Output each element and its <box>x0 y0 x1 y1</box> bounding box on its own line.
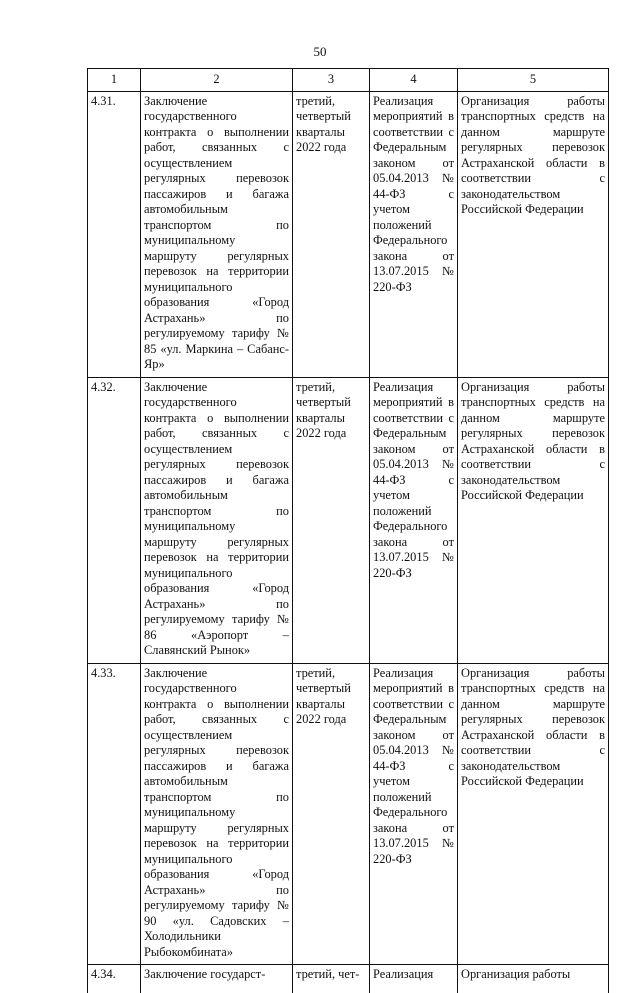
table-row <box>88 377 609 663</box>
expected-result: Организация работы транспортных средств на данном маршруте регулярных перевозок Астраханской области в соответствии с законодательством Российской Федерации <box>458 91 609 377</box>
table-header-row <box>88 69 609 92</box>
measure-description: Заключение государственного контракта о выполнении работ, связанных с осуществлением регулярных перевозок пассажиров и багажа автомобильным транспортом по муниципальному маршруту регулярных перевозок на территории муниципального образования «Город Астрахань» по регулируемому тарифу № 90 «ул. Садовских – Холодильники Рыбокомбината» <box>141 663 293 965</box>
column-header-4: 4 <box>370 69 458 92</box>
expected-result: Организация работы транспортных средств на данном маршруте регулярных перевозок Астраханской области в соответствии с законодательством Российской Федерации <box>458 377 609 663</box>
column-header-2: 2 <box>141 69 293 92</box>
measure-description: Заключение государственного контракта о выполнении работ, связанных с осуществлением регулярных перевозок пассажиров и багажа автомобильным транспортом по муниципальному маршруту регулярных перевозок на территории муниципального образования «Город Астрахань» по регулируемому тарифу № 85 «ул. Маркина – Сабанс-Яр» <box>141 91 293 377</box>
table-row <box>88 965 609 993</box>
deadline: третий, четвертый кварталы 2022 года <box>293 91 370 377</box>
measure-description: Заключение государственного контракта о выполнении работ, связанных с осуществлением регулярных перевозок пассажиров и багажа автомобильным транспортом по муниципальному маршруту регулярных перевозок на территории муниципального образования «Город Астрахань» по регулируемому тарифу № 86 «Аэропорт – Славянский Рынок» <box>141 377 293 663</box>
deadline: третий, четвертый кварталы 2022 года <box>293 377 370 663</box>
expected-result: Организация работы <box>458 965 609 993</box>
row-number: 4.32. <box>88 377 141 663</box>
deadline: третий, четвертый кварталы 2022 года <box>293 663 370 965</box>
legal-basis: Реализация мероприятий в соответствии с Федеральным законом от 05.04.2013 № 44-ФЗ с учетом положений Федерального закона от 13.07.2015 № 220-ФЗ <box>370 91 458 377</box>
row-number: 4.34. <box>88 965 141 993</box>
column-header-5: 5 <box>458 69 609 92</box>
column-header-1: 1 <box>88 69 141 92</box>
measure-description: Заключение государст- <box>141 965 293 993</box>
page-number: 50 <box>0 44 640 60</box>
expected-result: Организация работы транспортных средств на данном маршруте регулярных перевозок Астраханской области в соответствии с законодательством Российской Федерации <box>458 663 609 965</box>
row-number: 4.31. <box>88 91 141 377</box>
legal-basis: Реализация мероприятий в соответствии с Федеральным законом от 05.04.2013 № 44-ФЗ с учетом положений Федерального закона от 13.07.2015 № 220-ФЗ <box>370 377 458 663</box>
legal-basis: Реализация мероприятий в соответствии с Федеральным законом от 05.04.2013 № 44-ФЗ с учетом положений Федерального закона от 13.07.2015 № 220-ФЗ <box>370 663 458 965</box>
row-number: 4.33. <box>88 663 141 965</box>
deadline: третий, чет- <box>293 965 370 993</box>
column-header-3: 3 <box>293 69 370 92</box>
legal-basis: Реализация <box>370 965 458 993</box>
table-row <box>88 91 609 377</box>
plan-table <box>87 68 609 993</box>
table-row <box>88 663 609 965</box>
